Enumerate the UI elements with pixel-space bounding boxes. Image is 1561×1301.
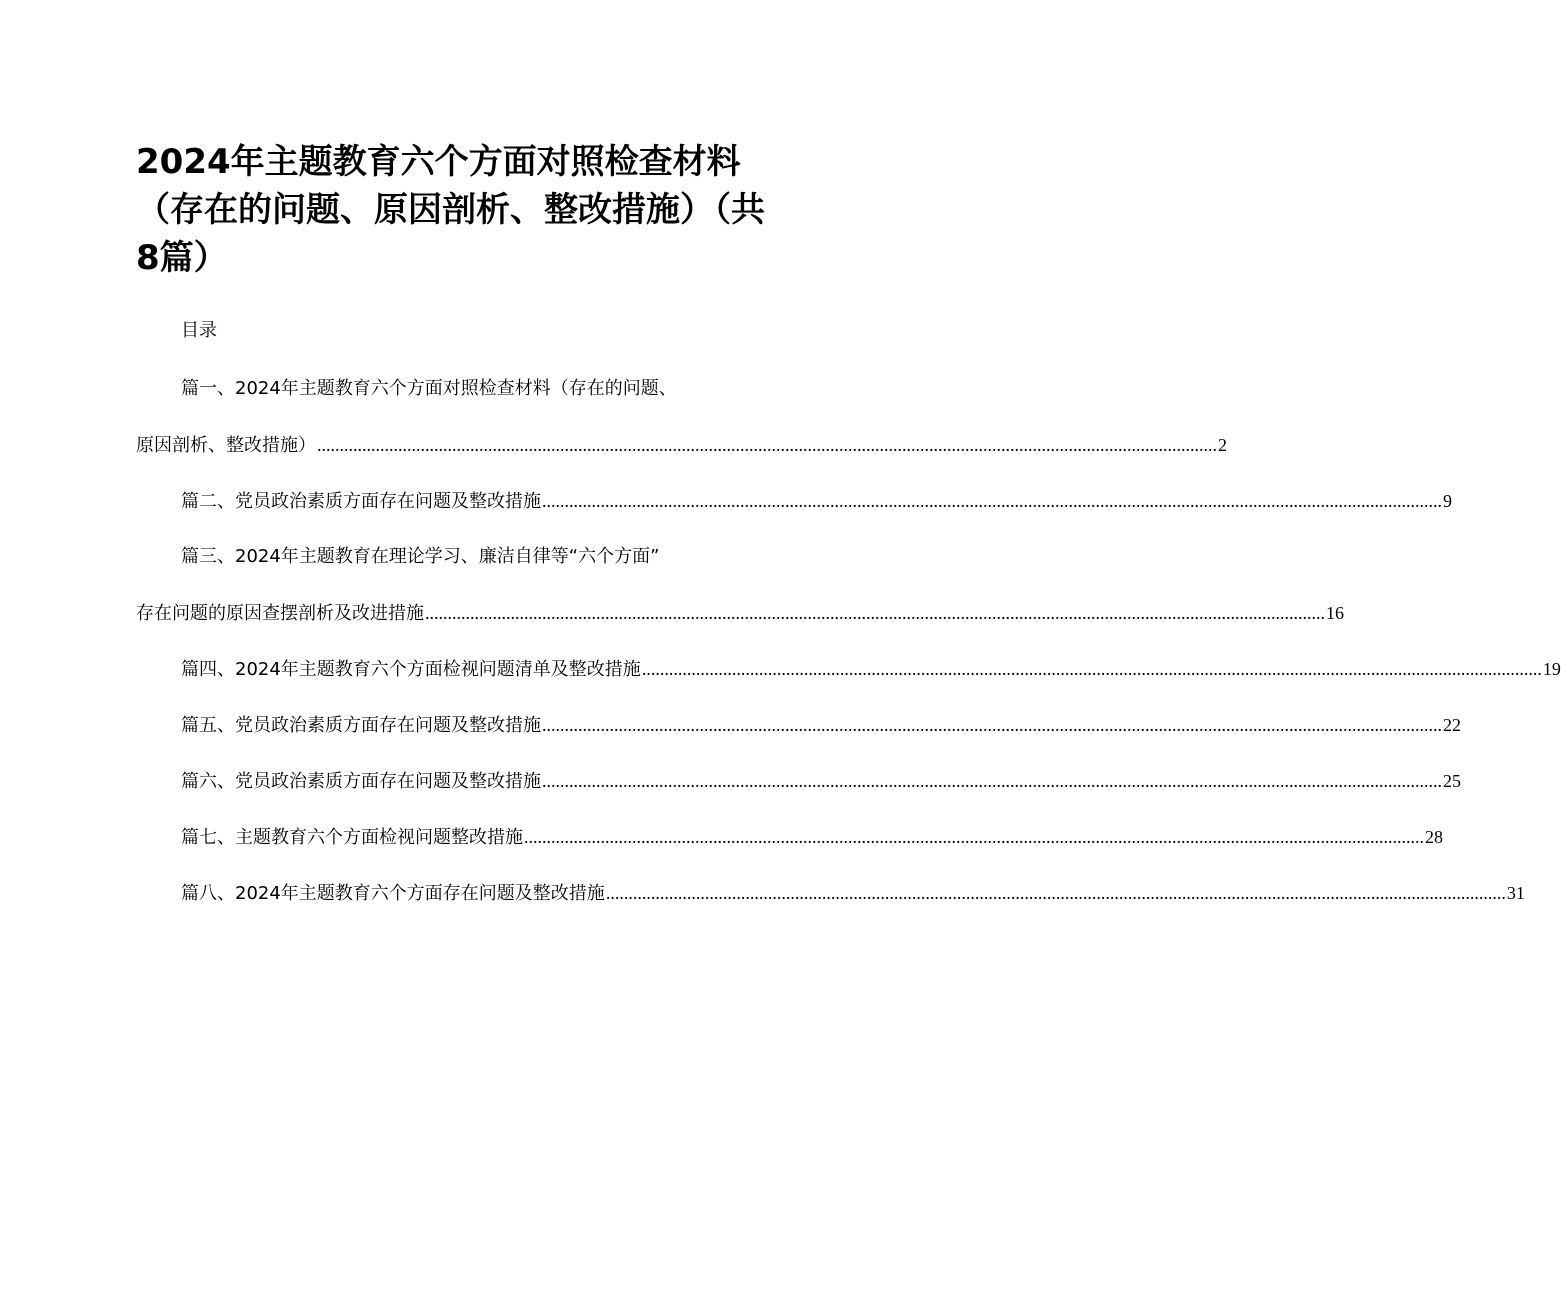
toc-leader-dots: ........................................................................................................................................................................................................: [317, 435, 1217, 455]
toc-leader-dots: ........................................................................................................................................................................................................: [605, 883, 1506, 903]
toc-leader-dots: ........................................................................................................................................................................................................: [542, 715, 1442, 735]
toc-entry-3-page: 16: [1326, 603, 1344, 623]
toc-leader-dots: ........................................................................................................................................................................................................: [524, 827, 1424, 847]
toc-entry-3-line2: 存在问题的原因查摆剖析及改进措施: [136, 603, 424, 624]
toc-entry-1-line2: 原因剖析、整改措施）: [136, 435, 316, 456]
toc-entry-3[interactable]: [136, 600, 1344, 627]
toc-entry-4-label: 篇四、2024年主题教育六个方面检视问题清单及整改措施: [181, 659, 641, 680]
toc-entry-5[interactable]: [181, 712, 1461, 739]
toc-entry-6[interactable]: [181, 768, 1461, 795]
toc-entry-1-line1[interactable]: 篇一、2024年主题教育六个方面对照检查材料（存在的问题、: [181, 378, 677, 399]
toc-entry-1-page: 2: [1218, 435, 1227, 455]
toc-entry-5-label: 篇五、党员政治素质方面存在问题及整改措施: [181, 715, 541, 736]
toc-entry-7[interactable]: [181, 824, 1443, 851]
toc-entry-5-page: 22: [1443, 715, 1461, 735]
toc-entry-4[interactable]: [181, 656, 1561, 683]
document-title: 2024年主题教育六个方面对照检查材料（存在的问题、原因剖析、整改措施）（共8篇）: [136, 142, 765, 278]
toc-heading: 目录: [181, 320, 217, 341]
toc-entry-2-label: 篇二、党员政治素质方面存在问题及整改措施: [181, 491, 541, 512]
toc-entry-2[interactable]: [181, 488, 1452, 515]
toc-entry-4-page: 19: [1542, 659, 1561, 679]
toc-entry-7-label: 篇七、主题教育六个方面检视问题整改措施: [181, 827, 523, 848]
toc-entry-1[interactable]: [136, 432, 1227, 459]
toc-leader-dots: ........................................................................................................................................................................................................: [425, 603, 1325, 623]
toc-entry-7-page: 28: [1425, 827, 1443, 847]
toc-entry-8[interactable]: [181, 880, 1525, 907]
toc-entry-3-line1[interactable]: 篇三、2024年主题教育在理论学习、廉洁自律等“六个方面”: [181, 546, 660, 567]
toc-entry-8-label: 篇八、2024年主题教育六个方面存在问题及整改措施: [181, 883, 605, 904]
toc-leader-dots: ........................................................................................................................................................................................................: [542, 771, 1442, 791]
toc-entry-2-page: 9: [1443, 491, 1452, 511]
toc-entry-6-page: 25: [1443, 771, 1461, 791]
toc-leader-dots: ........................................................................................................................................................................................................: [542, 491, 1442, 511]
toc-entry-8-page: 31: [1506, 883, 1525, 903]
toc-leader-dots: ........................................................................................................................................................................................................: [641, 659, 1542, 679]
toc-entry-6-label: 篇六、党员政治素质方面存在问题及整改措施: [181, 771, 541, 792]
